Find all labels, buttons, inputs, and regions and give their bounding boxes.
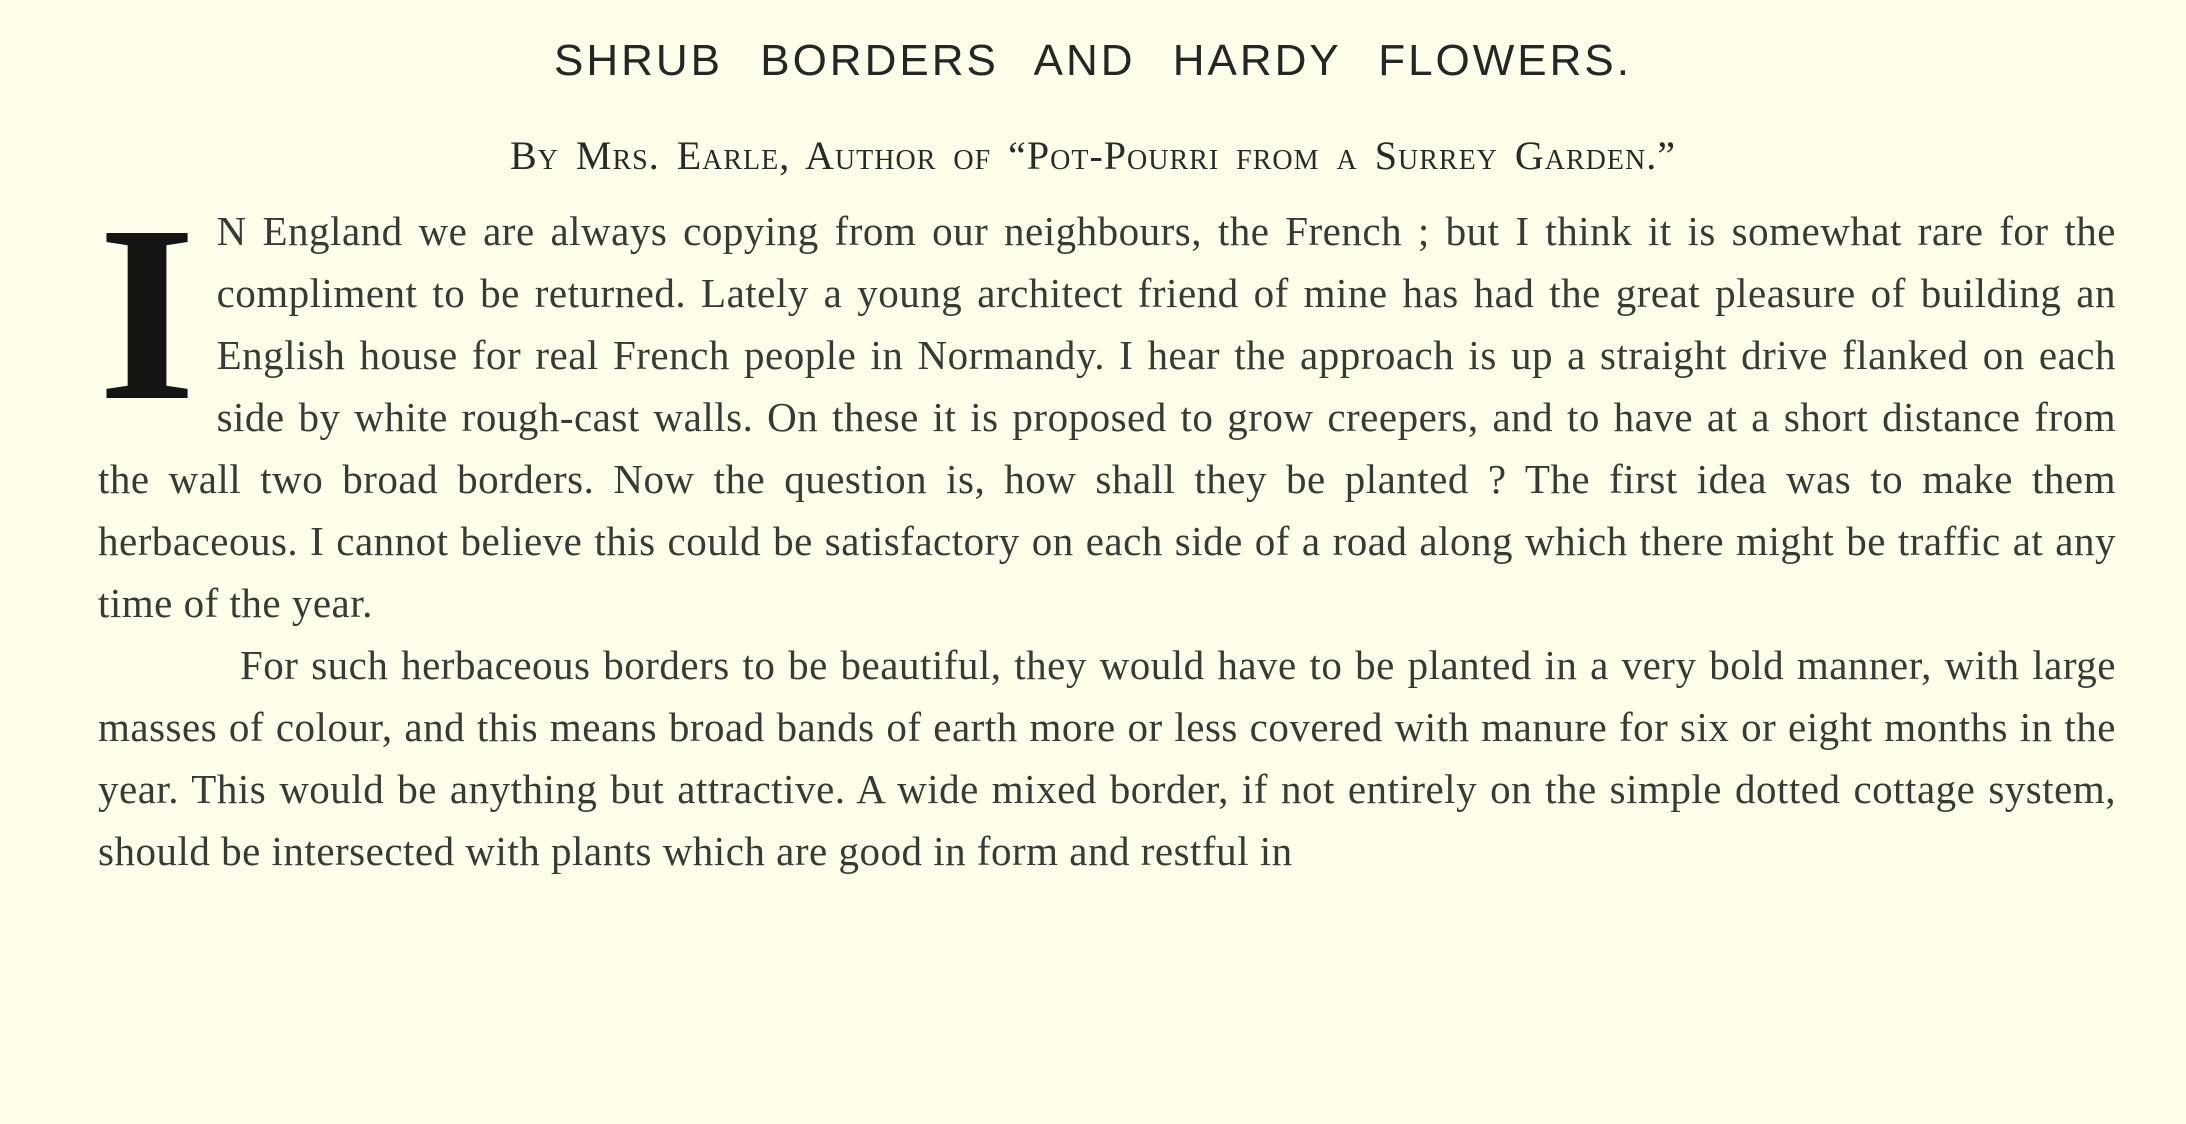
article-byline: By Mrs. Earle, Author of “Pot-Pourri from a Surrey Garden.” bbox=[510, 133, 1676, 178]
paragraph-1 bbox=[98, 173, 2116, 634]
article-body bbox=[98, 173, 2116, 882]
drop-cap: I bbox=[98, 173, 197, 453]
paragraph-1-text: N England we are always copying from our neighbours, the French ; but I think it is somewhat rare for the compliment to be returned. Lately a young architect friend of mine has had the great pleasure of building an English house for real French people in Normandy. I hear the approach is up a straight drive flanked on each side by white rough-cast walls. On these it is proposed to grow creepers, and to have at a short distance from the wall two broad borders. Now the question is, how shall they be planted ? The first idea was to make them herbaceous. I cannot believe this could be satisfactory on each side of a road along which there might be traffic at any time of the year. bbox=[98, 208, 2116, 626]
article-title: SHRUB BORDERS AND HARDY FLOWERS. bbox=[553, 36, 1632, 85]
paragraph-2: For such herbaceous borders to be beautiful, they would have to be planted in a very bold manner, with large masses of colour, and this means broad bands of earth more or less covered with manure for six or eight months in the year. This would be anything but attractive. A wide mixed border, if not entirely on the simple dotted cottage system, should be intersected with plants which are good in form and restful in bbox=[98, 642, 2116, 874]
